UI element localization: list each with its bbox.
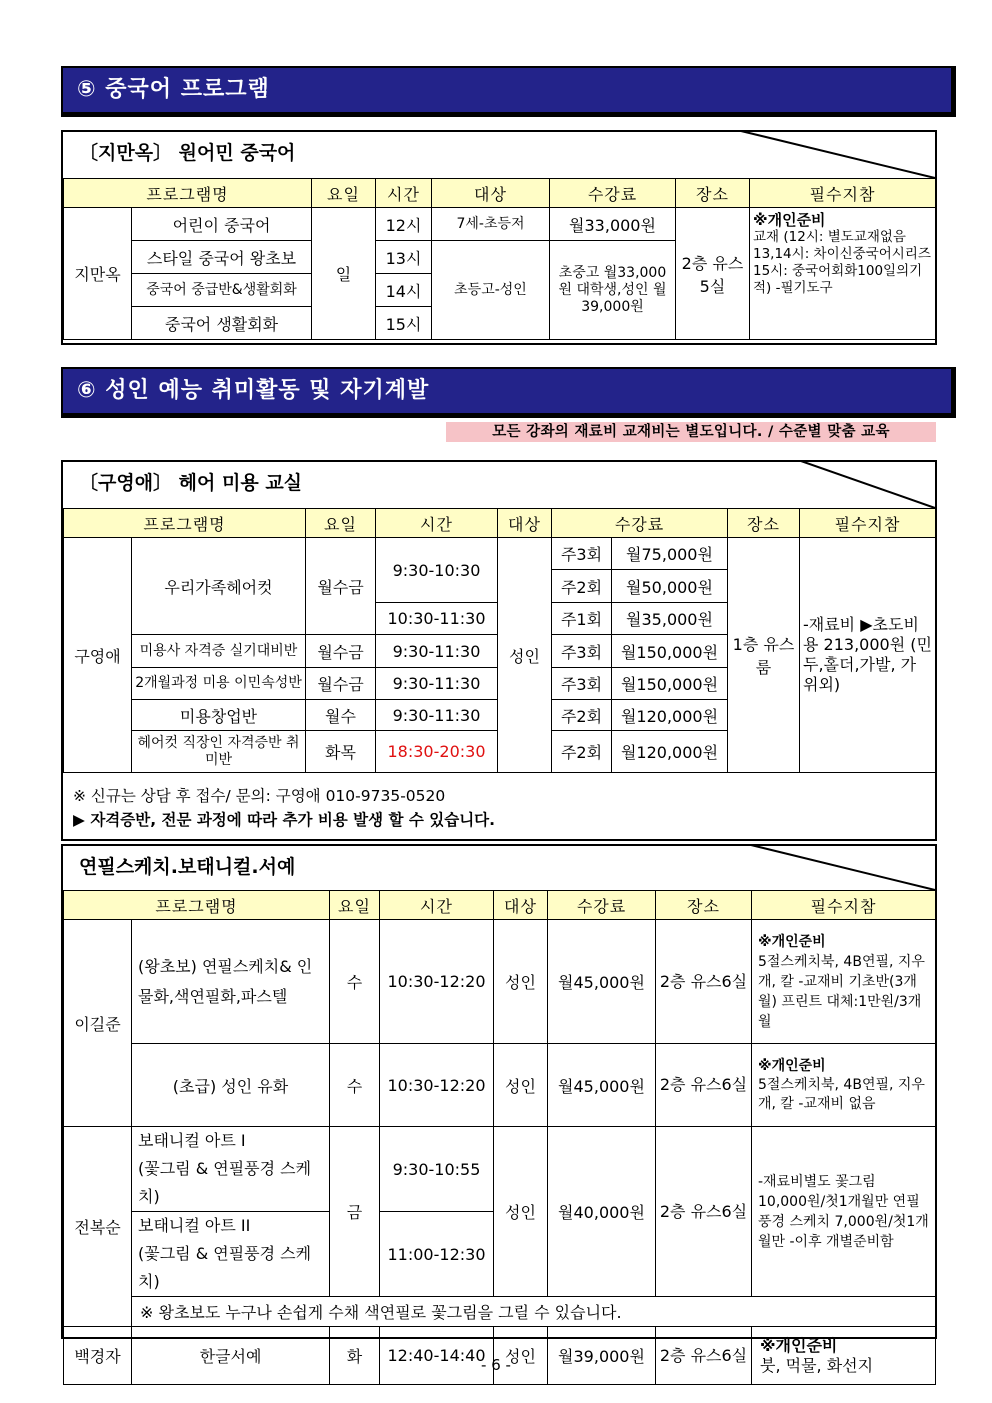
- program-title: 보태니컬 아트 I: [138, 1131, 246, 1150]
- header-fee: 수강료: [548, 891, 656, 920]
- day: 화: [330, 1327, 380, 1385]
- time: 11:00-12:30: [380, 1212, 494, 1297]
- day: 월수금: [306, 538, 376, 635]
- table-row: [64, 920, 936, 1044]
- table-row: [64, 538, 936, 570]
- target: 초등고-성인: [432, 241, 550, 340]
- target: 성인: [498, 538, 552, 773]
- prep-cell: [752, 920, 936, 1044]
- teacher-name: 전복순: [64, 1127, 132, 1327]
- table-header-row: [64, 179, 936, 208]
- day: 일: [312, 208, 376, 340]
- box-title: 연필스케치.보태니컬.서예: [79, 856, 296, 878]
- prep-cell: [752, 1044, 936, 1127]
- time: 9:30-11:30: [376, 700, 498, 731]
- header-target: 대상: [432, 179, 550, 208]
- teacher-name: 구영애: [64, 538, 132, 773]
- extra-cost-note: ▶ 자격증반, 전문 과정에 따라 추가 비용 발생 할 수 있습니다.: [73, 811, 496, 829]
- program-name: (초급) 성인 유화: [132, 1044, 330, 1127]
- hair-program-box: [61, 460, 937, 841]
- teacher-name: 이길준: [64, 920, 132, 1127]
- program-name: 미용창업반: [132, 700, 306, 731]
- target: 성인: [494, 1044, 548, 1127]
- chinese-program-box: [61, 130, 937, 345]
- program-name: 한글서예: [132, 1327, 330, 1385]
- time: 9:30-10:55: [380, 1127, 494, 1212]
- time: 14시: [376, 274, 432, 307]
- prep-title: ※개인준비: [753, 211, 826, 229]
- frequency: 주2회: [552, 570, 612, 603]
- day: 수: [330, 1044, 380, 1127]
- prep: -재료비별도 꽃그림 10,000원/첫1개월만 연필풍경 스케치 7,000원/첫1개월만 -이후 개별준비함: [752, 1127, 936, 1297]
- fee: 월150,000원: [612, 668, 728, 700]
- prep-body: 붓, 먹물, 화선지: [760, 1355, 874, 1375]
- frequency: 주3회: [552, 668, 612, 700]
- table-header-row: [64, 509, 936, 538]
- fee: 월75,000원: [612, 538, 728, 570]
- fee: 월45,000원: [548, 1044, 656, 1127]
- teacher-name: 백경자: [64, 1327, 132, 1385]
- header-place: 장소: [728, 509, 800, 538]
- header-prep: 필수지참: [750, 179, 936, 208]
- contact-note: ※ 신규는 상담 후 접수/ 문의: 구영애 010-9735-0520: [73, 787, 446, 805]
- place: 2층 유스6실: [656, 920, 752, 1044]
- day: 금: [330, 1127, 380, 1297]
- box-title: 〔구영애〕 헤어 미용 교실: [79, 472, 303, 494]
- fee: 월39,000원: [548, 1327, 656, 1385]
- fee: 월150,000원: [612, 635, 728, 668]
- frequency: 주3회: [552, 538, 612, 570]
- header-time: 시간: [376, 509, 498, 538]
- program-name: 어린이 중국어: [132, 208, 312, 241]
- header-place: 장소: [676, 179, 750, 208]
- section-header-chinese: ⑤ 중국어 프로그램: [61, 66, 956, 117]
- prep-title: ※개인준비: [760, 1335, 838, 1355]
- header-place: 장소: [656, 891, 752, 920]
- header-prep: 필수지참: [800, 509, 936, 538]
- program-name: 2개월과정 미용 이민속성반: [132, 668, 306, 700]
- time: 13시: [376, 241, 432, 274]
- table-row: [64, 1127, 936, 1212]
- row-note: ※ 왕초보도 누구나 손쉽게 수채 색연필로 꽃그림을 그릴 수 있습니다.: [132, 1297, 936, 1327]
- fee: 월50,000원: [612, 570, 728, 603]
- target: 7세-초등저: [432, 208, 550, 241]
- header-program: 프로그램명: [64, 179, 312, 208]
- place: 1층 유스룸: [728, 538, 800, 773]
- day: 월수금: [306, 635, 376, 668]
- program-name: 우리가족헤어컷: [132, 538, 306, 635]
- header-fee: 수강료: [552, 509, 728, 538]
- header-program: 프로그램명: [64, 509, 306, 538]
- frequency: 주2회: [552, 731, 612, 773]
- program-name: 헤어컷 직장인 자격증반 취미반: [132, 731, 306, 773]
- table-header-row: [64, 891, 936, 920]
- program-name: 스타일 중국어 왕초보: [132, 241, 312, 274]
- program-name: 중국어 생활회화: [132, 307, 312, 340]
- target: 성인: [494, 1327, 548, 1385]
- time: 15시: [376, 307, 432, 340]
- prep-body: 5절스케치북, 4B연필, 지우개, 칼 -교재비 기초반(3개월) 프린트 대체:1만원/3개월: [758, 953, 925, 1030]
- fee: 초중고 월33,000원 대학생,성인 월 39,000원: [550, 241, 676, 340]
- frequency: 주1회: [552, 603, 612, 635]
- time: 10:30-11:30: [376, 603, 498, 635]
- place: 2층 유스6실: [656, 1127, 752, 1297]
- prep-title: ※개인준비: [758, 1057, 826, 1074]
- fee: 월35,000원: [612, 603, 728, 635]
- prep-title: ※개인준비: [758, 933, 826, 950]
- fee: 월40,000원: [548, 1127, 656, 1297]
- fee: 월120,000원: [612, 700, 728, 731]
- program-name: [132, 1212, 330, 1297]
- table-row: [64, 208, 936, 241]
- chinese-table: [63, 178, 936, 340]
- target: 성인: [494, 920, 548, 1044]
- day: 수: [330, 920, 380, 1044]
- header-day: 요일: [306, 509, 376, 538]
- day: 화목: [306, 731, 376, 773]
- time: 9:30-10:30: [376, 538, 498, 603]
- time: 12:40-14:40: [380, 1327, 494, 1385]
- place: 2층 유스6실: [656, 1327, 752, 1385]
- program-subtitle: (꽃그림 & 연필풍경 스케치): [138, 1159, 312, 1206]
- header-program: 프로그램명: [64, 891, 330, 920]
- day: 월수: [306, 700, 376, 731]
- table-row: [64, 1044, 936, 1127]
- art-program-box: [61, 844, 937, 1375]
- day: 월수금: [306, 668, 376, 700]
- prep-body: 교재 (12시: 별도교재없음 13,14시: 차이신중국어시리즈 15시: 중국어회화100일의기적) -필기도구: [753, 229, 931, 296]
- header-time: 시간: [376, 179, 432, 208]
- prep-body: 5절스케치북, 4B연필, 지우개, 칼 -교재비 없음: [758, 1076, 925, 1112]
- header-target: 대상: [498, 509, 552, 538]
- teacher-name: 지만옥: [64, 208, 132, 340]
- art-table: [63, 890, 936, 1385]
- program-name: 중국어 중급반&생활회화: [132, 274, 312, 307]
- time: 18:30-20:30: [376, 731, 498, 773]
- hair-table: [63, 508, 936, 773]
- box-title: 〔지만옥〕 원어민 중국어: [79, 142, 296, 164]
- header-prep: 필수지참: [752, 891, 936, 920]
- program-name: 미용사 자격증 실기대비반: [132, 635, 306, 668]
- fee: 월45,000원: [548, 920, 656, 1044]
- program-name: (왕초보) 연필스케치& 인물화,색연필화,파스텔: [132, 920, 330, 1044]
- target: 성인: [494, 1127, 548, 1297]
- frequency: 주2회: [552, 700, 612, 731]
- time: 9:30-11:30: [376, 635, 498, 668]
- page-number: - 6 -: [481, 1356, 511, 1374]
- fee: 월120,000원: [612, 731, 728, 773]
- prep: -재료비 ▶초도비용 213,000원 (민두,홀더,가발, 가 위외): [800, 538, 936, 773]
- time: 12시: [376, 208, 432, 241]
- time: 10:30-12:20: [380, 1044, 494, 1127]
- place: 2층 유스5실: [676, 208, 750, 340]
- header-day: 요일: [312, 179, 376, 208]
- program-subtitle: (꽃그림 & 연필풍경 스케치): [138, 1244, 312, 1291]
- fee: 월33,000원: [550, 208, 676, 241]
- program-title: 보태니컬 아트 II: [138, 1216, 251, 1235]
- header-day: 요일: [330, 891, 380, 920]
- frequency: 주3회: [552, 635, 612, 668]
- header-target: 대상: [494, 891, 548, 920]
- prep-cell: [750, 208, 936, 340]
- program-name: [132, 1127, 330, 1212]
- place: 2층 유스6실: [656, 1044, 752, 1127]
- table-row: [64, 1297, 936, 1327]
- time: 9:30-11:30: [376, 668, 498, 700]
- time: 10:30-12:20: [380, 920, 494, 1044]
- notice-banner: 모든 강좌의 재료비 교재비는 별도입니다. / 수준별 맞춤 교육: [446, 422, 936, 442]
- header-fee: 수강료: [550, 179, 676, 208]
- section-header-adult: ⑥ 성인 예능 취미활동 및 자기계발: [61, 367, 956, 418]
- header-time: 시간: [380, 891, 494, 920]
